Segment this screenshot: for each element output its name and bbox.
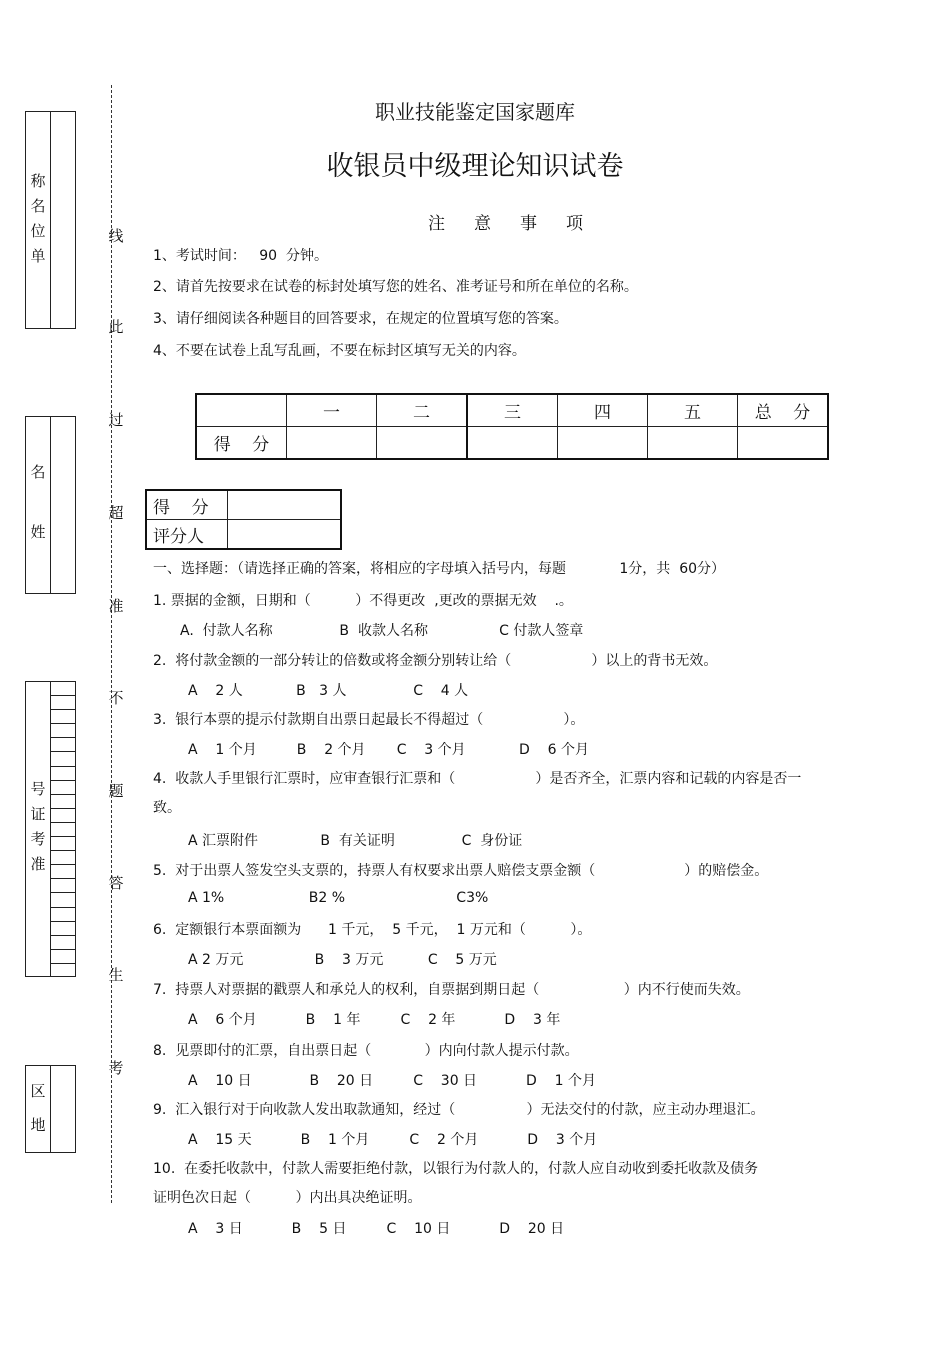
question-stem: 6. 定额银行本票面额为 1 千元， 5 千元， 1 万元和（ ）。	[153, 922, 592, 938]
score-col-header: 五	[648, 394, 738, 427]
question-options: A 1 个月 B 2 个月 C 3 个月 D 6 个月	[188, 742, 589, 758]
score-col-header: 一	[287, 394, 377, 427]
notice-item: 1、考试时间： 90 分钟。	[153, 248, 328, 264]
question-stem: 1. 票据的金额，日期和（ ）不得更改 ,更改的票据无效 .。	[153, 593, 573, 609]
question-options: A 6 个月 B 1 年 C 2 年 D 3 年	[188, 1012, 561, 1028]
notice-item: 3、请仔细阅读各种题目的回答要求，在规定的位置填写您的答案。	[153, 311, 568, 327]
notice-heading: 注 意 事 项	[428, 214, 583, 234]
grader-name-label: 评分人	[146, 520, 228, 550]
score-table-header-row	[196, 394, 828, 427]
question-stem: 10. 在委托收款中，付款人需要拒绝付款，以银行为付款人的，付款人应自动收到委托收款及债务	[153, 1161, 759, 1177]
grader-score-label: 得 分	[146, 490, 228, 520]
question-options: A 汇票附件 B 有关证明 C 身份证	[188, 833, 523, 849]
cut-line	[111, 85, 112, 1203]
region-field-box	[25, 1065, 76, 1153]
cut-char: 线	[108, 227, 124, 245]
question-options: A 15 天 B 1 个月 C 2 个月 D 3 个月	[188, 1132, 598, 1148]
question-stem: 9. 汇入银行对于向收款人发出取款通知，经过（ ）无法交付的付款，应主动办理退汇。	[153, 1102, 765, 1118]
grader-table	[145, 489, 342, 550]
question-stem-continued: 证明色次日起（ ）内出具决绝证明。	[153, 1190, 422, 1206]
score-row-label: 得 分	[196, 427, 287, 460]
score-col-header-total: 总 分	[738, 394, 829, 427]
score-table	[195, 393, 829, 460]
score-col-header: 二	[377, 394, 468, 427]
score-cell[interactable]	[287, 427, 377, 460]
cut-char: 考	[108, 1059, 124, 1077]
question-stem: 4. 收款人手里银行汇票时，应审查银行汇票和（ ）是否齐全，汇票内容和记载的内容是否一	[153, 771, 802, 787]
notice-item: 2、请首先按要求在试卷的标封处填写您的姓名、准考证号和所在单位的名称。	[153, 279, 638, 295]
score-cell[interactable]	[467, 427, 558, 460]
region-label: 区 地	[30, 1082, 46, 1134]
section-instruction: 一、选择题：（请选择正确的答案，将相应的字母填入括号内，每题 1分，共 60分）	[153, 561, 726, 577]
question-bank-title: 职业技能鉴定国家题库	[375, 100, 575, 124]
grader-score-cell[interactable]	[228, 490, 342, 520]
score-table-score-row	[196, 427, 828, 460]
cut-char: 生	[108, 966, 124, 984]
notice-item: 4、不要在试卷上乱写乱画，不要在标封区填写无关的内容。	[153, 343, 526, 359]
question-options: A 10 日 B 20 日 C 30 日 D 1 个月	[188, 1073, 596, 1089]
question-options: A 2 万元 B 3 万元 C 5 万元	[188, 952, 497, 968]
exam-title: 收银员中级理论知识试卷	[326, 151, 624, 182]
question-stem: 3. 银行本票的提示付款期自出票日起最长不得超过（ ）。	[153, 712, 585, 728]
score-cell[interactable]	[377, 427, 468, 460]
score-cell[interactable]	[558, 427, 648, 460]
exam-id-grid	[50, 682, 75, 964]
cut-char: 答	[108, 874, 124, 892]
cut-char: 不	[108, 689, 124, 707]
name-field-box	[25, 416, 76, 594]
name-label: 名 姓	[30, 463, 46, 541]
question-options: A 3 日 B 5 日 C 10 日 D 20 日	[188, 1221, 565, 1237]
question-options: A. 付款人名称 B 收款人名称 C 付款人签章	[180, 623, 584, 639]
question-options: A 2 人 B 3 人 C 4 人	[188, 683, 469, 699]
score-table-corner	[196, 394, 287, 427]
score-col-header: 三	[467, 394, 558, 427]
score-cell-total[interactable]	[738, 427, 829, 460]
exam-id-field-box	[25, 681, 76, 977]
unit-label: 称 名 位 单	[30, 172, 46, 265]
question-stem: 2. 将付款金额的一部分转让的倍数或将金额分别转让给（ ）以上的背书无效。	[153, 653, 718, 669]
question-stem: 8. 见票即付的汇票，自出票日起（ ）内向付款人提示付款。	[153, 1043, 579, 1059]
cut-char: 准	[108, 597, 124, 615]
grader-name-cell[interactable]	[228, 520, 342, 550]
question-stem: 5. 对于出票人签发空头支票的，持票人有权要求出票人赔偿支票金额（ ）的赔偿金。	[153, 863, 769, 879]
cut-char: 超	[108, 504, 124, 522]
question-options: A 1% B2 % C3%	[188, 890, 489, 906]
question-stem: 7. 持票人对票据的戳票人和承兑人的权利，自票据到期日起（ ）内不行使而失效。	[153, 982, 750, 998]
cut-char: 过	[108, 411, 124, 429]
question-stem-continued: 致。	[153, 800, 181, 816]
exam-id-label: 号 证 考 准	[30, 780, 46, 873]
score-col-header: 四	[558, 394, 648, 427]
score-cell[interactable]	[648, 427, 738, 460]
cut-char: 此	[108, 318, 124, 336]
cut-char: 题	[108, 782, 124, 800]
